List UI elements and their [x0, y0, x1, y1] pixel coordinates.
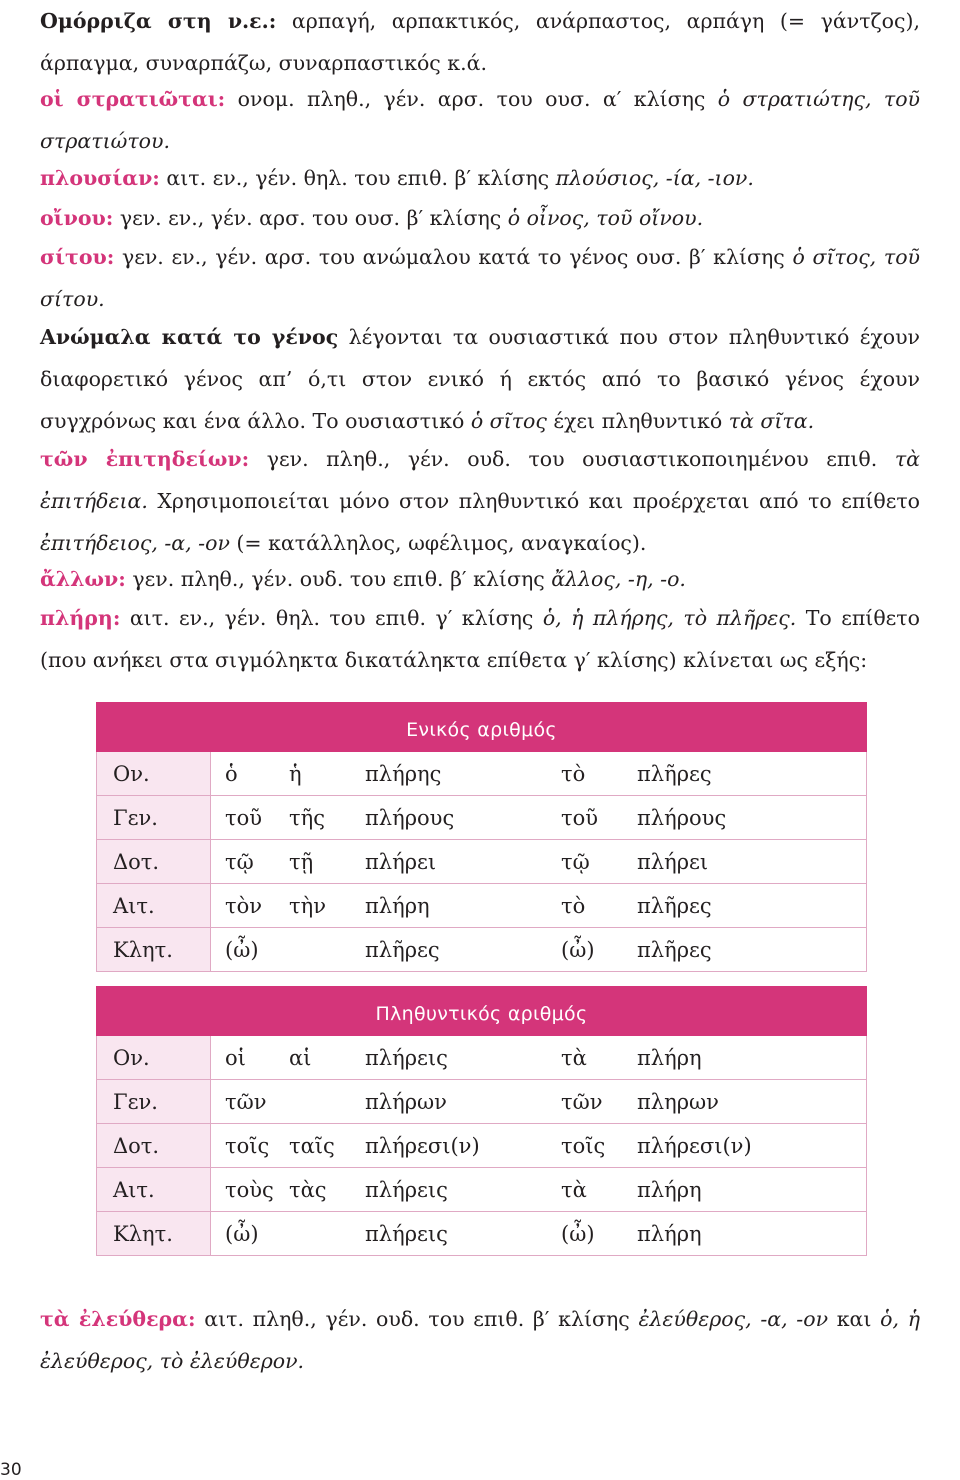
masc-fem-form: πλήρεις: [365, 1045, 448, 1070]
fem-article: τὰς: [289, 1177, 327, 1202]
entry-text: αρπαγή, αρπακτικός, ανάρπαστος, αρπάγη (= γάντζος), άρπαγμα, συναρπάζω, συναρπαστικός κ.ά.: [40, 9, 920, 75]
entry-head: τὰ ἐλεύθερα:: [40, 1307, 196, 1331]
forms-cell: [211, 1212, 867, 1256]
masc-article: τοὺς: [225, 1177, 274, 1202]
neuter-forms: [561, 1090, 719, 1114]
neuter-form: πλῆρες: [637, 937, 712, 962]
case-label: Δοτ.: [97, 1124, 211, 1168]
entry-stratiotai: [40, 78, 920, 162]
case-label: Κλητ.: [97, 1212, 211, 1256]
plural-header: Πληθυντικός αριθμός: [97, 987, 867, 1036]
entry-italic: ὁ στρατιώτης, τοῦ στρατιώτου.: [40, 87, 920, 153]
neuter-form: πλήρεσι(ν): [637, 1133, 752, 1158]
table-row: [97, 1036, 867, 1080]
table-row: [97, 1080, 867, 1124]
entry-italic: τὰ ἐπιτήδεια.: [40, 447, 920, 513]
forms-cell: [211, 840, 867, 884]
masc-fem-forms: [225, 1090, 561, 1114]
neuter-forms: [561, 1046, 702, 1070]
case-label: Κλητ.: [97, 928, 211, 972]
masc-fem-form: πλήρη: [365, 893, 430, 918]
neuter-article: (ὦ): [561, 1221, 595, 1246]
table-row: [97, 884, 867, 928]
fem-article: ταῖς: [289, 1133, 335, 1158]
neuter-forms: [561, 1134, 752, 1158]
neuter-form: πλήρους: [637, 805, 727, 830]
masc-article: τὸν: [225, 893, 263, 918]
neuter-form: πλῆρες: [637, 893, 712, 918]
page-number: 30: [0, 1460, 22, 1480]
entry-text: αιτ. εν., γέν. θηλ. του επιθ. β′ κλίσης: [159, 166, 556, 190]
masc-fem-form: πλήρεις: [365, 1177, 448, 1202]
masc-article: τοῖς: [225, 1133, 270, 1158]
neuter-article: τὰ: [561, 1177, 587, 1202]
neuter-article: τῷ: [561, 849, 590, 874]
case-label: Δοτ.: [97, 840, 211, 884]
entry-head: πλουσίαν:: [40, 166, 160, 190]
masc-fem-forms: [225, 1046, 561, 1070]
table-row: [97, 1168, 867, 1212]
masc-fem-forms: [225, 894, 561, 918]
case-label: Ον.: [97, 1036, 211, 1080]
entry-text: Το επίθετο (που ανήκει στα σιγμόληκτα δικατάληκτα επίθετα γ′ κλίσης) κλίνεται ως εξής:: [40, 606, 920, 672]
fem-article: τὴν: [289, 893, 326, 918]
plural-rows: [97, 1036, 867, 1256]
entry-text: (= κατάλληλος, ωφέλιμος, αναγκαίος).: [229, 531, 647, 555]
fem-article: τῇ: [289, 849, 314, 874]
neuter-article: τοῦ: [561, 805, 599, 830]
note-text: λέγονται τα ουσιαστικά που στον πληθυντικό έχουν διαφορετικό γένος απ’ ό,τι στον ενικό ή εκτός από το βασικό γένος έχουν συγχρόνως και ένα άλλο. Το ουσιαστικό: [40, 325, 921, 433]
masc-article: (ὦ): [225, 937, 259, 962]
entry-text: και: [828, 1307, 881, 1331]
masc-article: οἱ: [225, 1045, 246, 1070]
fem-article: ἡ: [289, 761, 302, 786]
table-row: [97, 1124, 867, 1168]
entry-head: τῶν ἐπιτηδείων:: [40, 447, 250, 471]
neuter-forms: [561, 806, 726, 830]
table-row: [97, 840, 867, 884]
neuter-article: τὸ: [561, 761, 586, 786]
entry-italic: ἐπιτήδειος, -α, -ον: [40, 531, 230, 555]
neuter-article: (ὦ): [561, 937, 595, 962]
masc-fem-forms: [225, 806, 561, 830]
entry-epitedeion: [40, 438, 920, 564]
forms-cell: [211, 752, 867, 796]
neuter-forms: [561, 894, 712, 918]
neuter-forms: [561, 762, 712, 786]
entry-oinou: [40, 197, 920, 239]
masc-fem-form: πλήρεις: [365, 1221, 448, 1246]
singular-header-row: [97, 703, 867, 752]
neuter-forms: [561, 1222, 702, 1246]
entry-italic: ἄλλος, -η, -ο.: [551, 567, 686, 591]
forms-cell: [211, 1168, 867, 1212]
fem-article: τῆς: [289, 805, 325, 830]
masc-article: ὁ: [225, 761, 238, 786]
masc-fem-form: πλήρης: [365, 761, 442, 786]
neuter-form: πλῆρες: [637, 761, 712, 786]
singular-header: Ενικός αριθμός: [97, 703, 867, 752]
entry-italic: ὁ, ἡ πλήρης, τὸ πλῆρες.: [542, 606, 797, 630]
entry-italic: ὁ, ἡ ἐλεύθερος, τὸ ἐλεύθερον.: [40, 1307, 920, 1373]
table-row: [97, 928, 867, 972]
forms-cell: [211, 928, 867, 972]
neuter-article: τὰ: [561, 1045, 587, 1070]
entry-plousian: [40, 157, 920, 199]
note-text: έχει πληθυντικό: [546, 409, 729, 433]
singular-rows: [97, 752, 867, 972]
declension-table: [96, 702, 867, 1256]
forms-cell: [211, 796, 867, 840]
table-row: [97, 752, 867, 796]
masc-fem-form: πλήρους: [365, 805, 455, 830]
entry-head: πλήρη:: [40, 606, 121, 630]
entry-head: ἄλλων:: [40, 567, 126, 591]
forms-cell: [211, 1080, 867, 1124]
masc-fem-forms: [225, 938, 561, 962]
neuter-article: τοῖς: [561, 1133, 606, 1158]
masc-fem-forms: [225, 850, 561, 874]
forms-cell: [211, 1124, 867, 1168]
neuter-forms: [561, 938, 712, 962]
masc-article: τοῦ: [225, 805, 263, 830]
entry-text: γεν. πληθ., γέν. ουδ. του επιθ. β′ κλίσης: [125, 567, 552, 591]
entry-plere: [40, 597, 920, 681]
entry-italic: ὁ οἶνος, τοῦ οἴνου.: [507, 206, 704, 230]
plural-header-row: [97, 987, 867, 1036]
note-italic: τὰ σῖτα.: [728, 409, 815, 433]
masc-fem-form: πλῆρες: [365, 937, 440, 962]
entry-text: αιτ. εν., γέν. θηλ. του επιθ. γ′ κλίσης: [120, 606, 543, 630]
case-label: Αιτ.: [97, 1168, 211, 1212]
entry-text: ονομ. πληθ., γέν. αρσ. του ουσ. α′ κλίσης: [225, 87, 718, 111]
neuter-article: τὸ: [561, 893, 586, 918]
entry-head: οἱ στρατιῶται:: [40, 87, 226, 111]
entry-text: γεν. πληθ., γέν. ουδ. του ουσιαστικοποιημένου επιθ.: [249, 447, 895, 471]
masc-fem-form: πλήρων: [365, 1089, 447, 1114]
entry-eleuthera: [40, 1298, 920, 1382]
note-head: Ανώμαλα κατά το γένος: [40, 325, 339, 349]
table-row: [97, 1212, 867, 1256]
related-words-paragraph: [40, 0, 920, 84]
entry-sitou: [40, 236, 920, 320]
entry-italic: ἐλεύθερος, -α, -ον: [638, 1307, 829, 1331]
neuter-form: πλήρη: [637, 1177, 702, 1202]
entry-head: οἴνου:: [40, 206, 114, 230]
neuter-forms: [561, 850, 708, 874]
neuter-form: πλήρει: [637, 849, 709, 874]
case-label: Γεν.: [97, 1080, 211, 1124]
forms-cell: [211, 1036, 867, 1080]
forms-cell: [211, 884, 867, 928]
masc-article: τῷ: [225, 849, 254, 874]
masc-fem-forms: [225, 1134, 561, 1158]
entry-text: αιτ. πληθ., γέν. ουδ. του επιθ. β′ κλίσης: [195, 1307, 639, 1331]
entry-text: γεν. εν., γέν. αρσ. του ανώμαλου κατά το γένος ουσ. β′ κλίσης: [114, 245, 793, 269]
masc-fem-form: πλήρεσι(ν): [365, 1133, 480, 1158]
neuter-form: πλήρη: [637, 1221, 702, 1246]
entry-italic: πλούσιος, -ία, -ιον.: [555, 166, 754, 190]
note-italic: ὁ σῖτος: [470, 409, 547, 433]
case-label: Αιτ.: [97, 884, 211, 928]
entry-head: Ομόρριζα στη ν.ε.:: [40, 9, 277, 33]
neuter-form: πληρων: [637, 1089, 719, 1114]
case-label: Γεν.: [97, 796, 211, 840]
entry-allon: [40, 558, 920, 600]
masc-fem-forms: [225, 1222, 561, 1246]
entry-text: γεν. εν., γέν. αρσ. του ουσ. β′ κλίσης: [113, 206, 508, 230]
note-anomala: [40, 316, 920, 442]
masc-article: τῶν: [225, 1089, 267, 1114]
table-row: [97, 796, 867, 840]
neuter-forms: [561, 1178, 702, 1202]
masc-fem-form: πλήρει: [365, 849, 437, 874]
entry-text: Χρησιμοποιείται μόνο στον πληθυντικό και προέρχεται από το επίθετο: [147, 489, 920, 513]
masc-fem-forms: [225, 762, 561, 786]
entry-italic: ὁ σῖτος, τοῦ σίτου.: [40, 245, 921, 311]
neuter-article: τῶν: [561, 1089, 603, 1114]
neuter-form: πλήρη: [637, 1045, 702, 1070]
masc-article: (ὦ): [225, 1221, 259, 1246]
masc-fem-forms: [225, 1178, 561, 1202]
fem-article: αἱ: [289, 1045, 312, 1070]
entry-head: σίτου:: [40, 245, 115, 269]
case-label: Ον.: [97, 752, 211, 796]
